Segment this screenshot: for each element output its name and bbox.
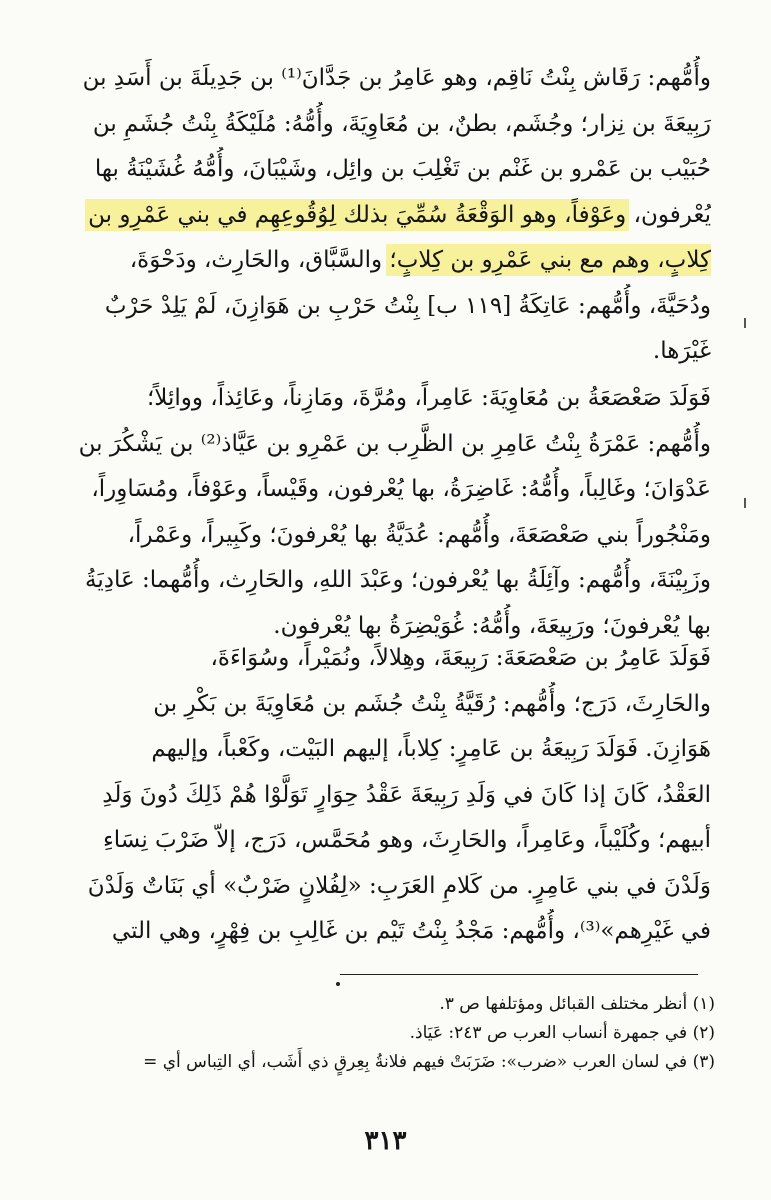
text-line: ودُحَيَّةَ، وأُمُّهم: عَاتِكَةُ [١١٩ ب] بِنْتُ حَرْبِ بن هَوَازِنَ، لَمْ يَلِدْ حَرْبٌ: [104, 292, 711, 319]
text-line: [48, 238, 711, 284]
text-line: والحَارِثَ، دَرَج؛ وأُمُّهم: رُقَيَّةُ بِنْتُ جُشَم بن مُعَاوِيَةَ بن بَكْرِ بن: [153, 690, 711, 717]
text-line: هَوَازِنَ. فَوَلَدَ رَبِيعَةُ بن عَامِرٍ: كِلاباً، إليهم البَيْت، وكَعْباً، وإليهم: [151, 736, 711, 762]
margin-mark: [744, 318, 746, 328]
text-line: وأُمُّهم: رَقَاش بِنْتُ نَاقِم، وهو عَامِرُ بن جَدَّانَ⁽¹⁾ بن جَدِيلَةَ بن أَسَدِ بن: [82, 65, 711, 91]
text-run: يُعْرفون،: [633, 201, 711, 228]
paragraph-3: [48, 636, 711, 955]
text-line: ومَنْجُوراً بني صَعْصَعَةَ، وأُمُّهم: عُدَيَّةُ بها يُعْرفونَ؛ وكَبِيراً، وعَمْراً،: [127, 521, 711, 548]
text-run: والسَّبَّاق، والحَارِث، ودَحْوَةَ،: [129, 247, 383, 273]
text-line: فَوَلَدَ صَعْصَعَةُ بن مُعَاوِيَةَ: عَامِراً، ومُرَّةَ، ومَازِناً، وعَائِذاً، ووائِلاً؛: [146, 385, 711, 411]
text-line: رَبِيعَةَ بن نِزار؛ وجُشَم، بطنٌ، بن مُعَاوِيَةَ، وأُمُّهُ: مُلَيْكَةُ بِنْتُ جُشَمِ بن: [92, 110, 711, 137]
text-line: [48, 193, 711, 239]
footnote-2: (٢) في جمهرة أنساب العرب ص ٢٤٣: عَيَاذ.: [409, 1023, 715, 1043]
text-line: وزَبِيْنَةَ، وأُمُّهم: وآئِلَةُ بها يُعْرفون؛ وعَبْدَ اللهِ، والحَارِث، وأُمُّهما: عَادِيَةُ: [85, 567, 711, 593]
footnote-1: (١) أنظر مختلف القبائل ومؤتلفها ص ٣.: [439, 994, 715, 1014]
text-line: عَدْوَانَ؛ وغَالِباً، وأُمُّهُ: غَاضِرَةُ، بها يُعْرفون، وقَيْساً، وعَوْفاً، ومُسَاوِراً،: [91, 476, 711, 502]
footnote-divider: [340, 974, 698, 975]
footnotes: [70, 990, 715, 1077]
margin-mark: [744, 498, 746, 508]
paragraph-2: [48, 376, 711, 649]
text-line: وَلَدْنَ في بني عَامِرٍ. من كَلامِ العَرَبِ: «لِفُلانٍ ضَرْبٌ» أي بَنَاتٌ وَلَدْنَ: [87, 872, 711, 899]
text-line: غَيْرَها.: [652, 338, 711, 364]
page-number: ٣١٣: [364, 1126, 407, 1156]
text-line: حُبَيْب بن عَمْرو بن غَنْم بن تَغْلِبَ بن وائِل، وشَيْبَانَ، وأُمُّهُ غُشَيْنَةُ بها: [94, 156, 711, 182]
highlighted-text: كِلابٍ، وهم مع بني عَمْرِو بن كِلابٍ؛: [389, 247, 711, 273]
text-line: في غَيْرِهم»⁽³⁾، وأُمُّهم: مَجْدُ بِنْتُ تَيْم بن غَالِبِ بن فِهْرٍ، وهي التي: [111, 918, 711, 944]
highlighted-text: وعَوْفاً، وهو الوَقْعَةُ سُمِّيَ بذلك لِوُقُوعِهِم في بني عَمْرِو بن: [88, 201, 627, 228]
text-line: بها يُعْرفونَ؛ ورَبِيعَةَ، وأُمُّهُ: غُوَيْضِرَةُ بها يُعْرفون.: [273, 612, 711, 639]
footnote-3: (٣) في لسان العرب «ضرب»: ضَرَبَتْ فيهم فلانةُ بِعِرقٍ ذي أَشَب، أي التِباس أي =: [143, 1052, 715, 1072]
paragraph-1: [48, 56, 711, 375]
text-line: وأُمُّهم: عَمْرَةُ بِنْتُ عَامِرِ بن الظَّرِب بن عَمْرِو بن عَيَّاذ⁽²⁾ بن يَشْكُرَ بن: [78, 430, 711, 457]
ink-dot: [336, 982, 340, 986]
text-line: فَوَلَدَ عَامِرُ بن صَعْصَعَةَ: رَبِيعَةَ، وهِلالاً، ونُمَيْراً، وسُوَاءَةَ،: [210, 645, 711, 671]
text-line: العَقْدُ، كَانَ إذا كَانَ في وَلَدِ رَبِيعَةَ عَقْدُ حِوَارٍ تَوَلَّوْا هُمْ ذَلِكَ دُونَ وَلَدِ: [102, 781, 711, 808]
text-line: أبيهم؛ وكُلَيْباً، وعَامِراً، والحَارِثَ، وهو مُحَمَّس، دَرَج، إلاّ ضَرْبَ نِسَاءِ: [102, 827, 711, 853]
